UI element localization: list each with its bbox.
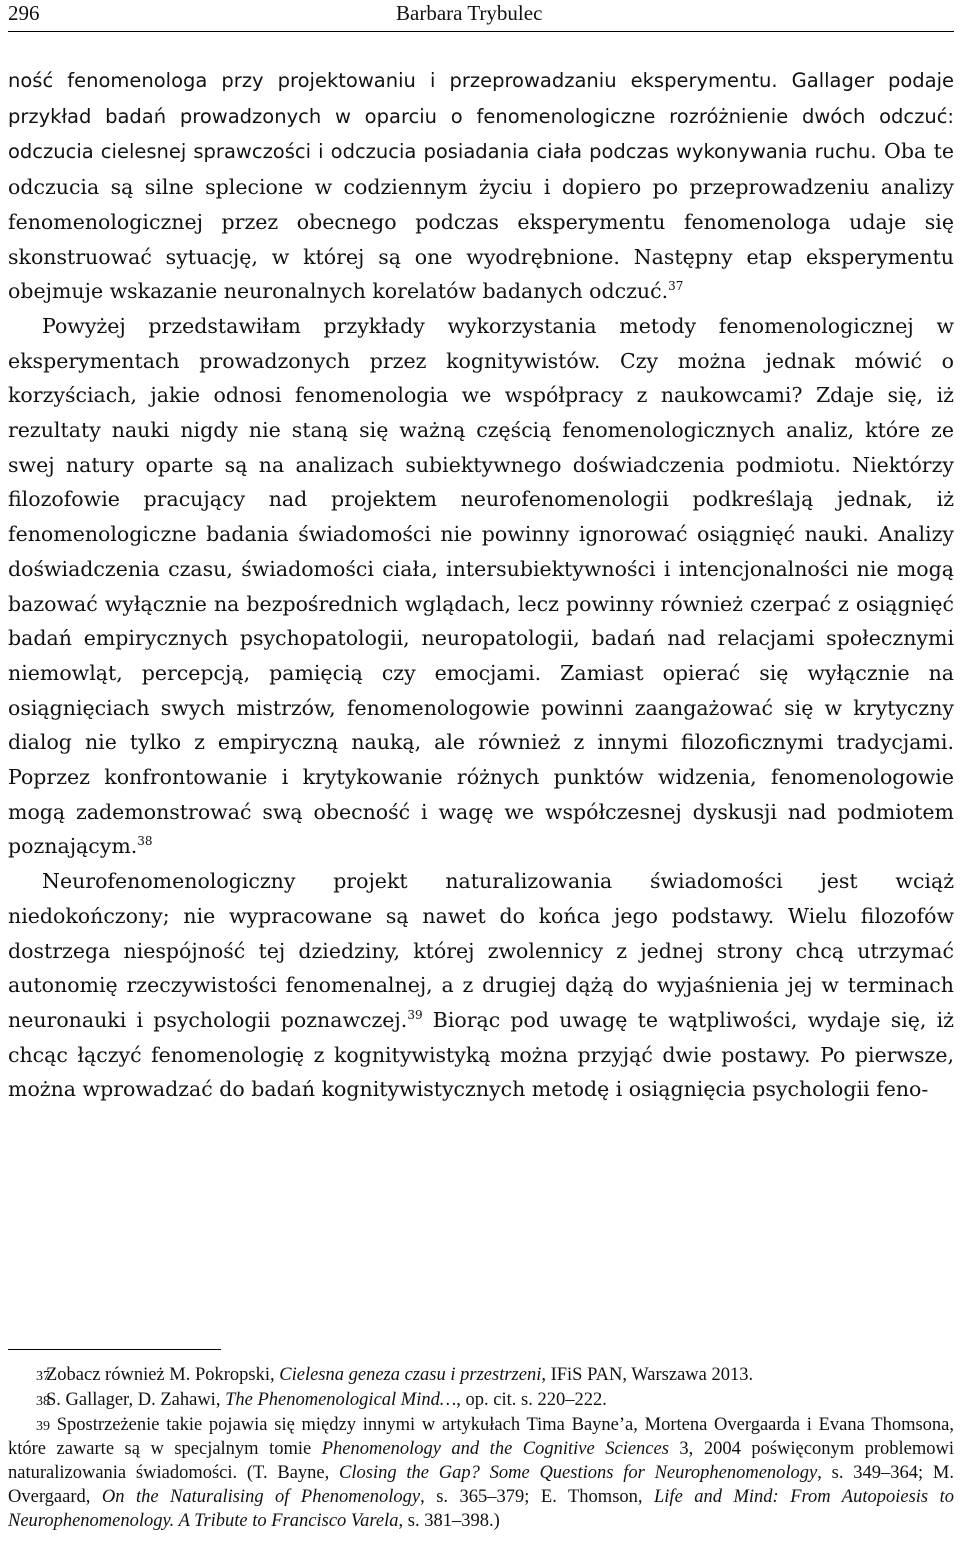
paragraph-3-text-a: Neurofenomenologiczny projekt naturalizowania świadomości jest wciąż niedokończony; nie wypracowane są nawet do końca jego podstawy. Wielu filozofów dostrzega niespójność tej dziedziny, której zwolennicy z jednej strony chcą utrzymać autonomię rzeczywistości fenomenalnej, a z drugiej dążą do wyjaśnienia jej w terminach neuronauki i psychologii poznawczej. xyxy=(8,869,954,1032)
footnote-number: 38 xyxy=(36,1393,50,1409)
paragraph-1 xyxy=(8,63,954,309)
page-number: 296 xyxy=(8,1,40,25)
paragraph-1-serif-run: Oba te odczucia są silne splecione w codziennym życiu i dopiero po przeprowadzeniu analizy fenomenologicznej przez obecnego podczas eksperymentu fenomenologa udaje się skonstruować sytuację, w której są one wyodrębnione. Następny etap eksperymentu obejmuje wskazanie neuronalnych korelatów badanych odczuć. xyxy=(8,139,954,304)
footnote-title: Phenomenology and the Cognitive Sciences xyxy=(321,1439,669,1460)
footnote-separator xyxy=(8,1349,221,1350)
header-rule xyxy=(8,31,954,32)
footnote-text: S. Gallager, D. Zahawi, xyxy=(46,1389,226,1410)
footnotes xyxy=(8,1364,954,1534)
footnote-38 xyxy=(8,1389,954,1414)
footnote-text: Zobacz również M. Pokropski, xyxy=(46,1365,280,1385)
footnote-text: , s. 381–398.) xyxy=(398,1510,500,1531)
running-head-author: Barbara Trybulec xyxy=(396,1,543,25)
page-header xyxy=(8,0,954,30)
main-text xyxy=(8,63,954,1107)
footnote-text: Spostrzeżenie takie pojawia się między innymi w artykułach Tima Bayne’a, Mortena Overgaarda i Evana Thomsona, które zawarte są w specjalnym tomie xyxy=(8,1414,954,1460)
footnote-title: Life and Mind: From Autopoiesis to Neurophenomenology. A Tribute to Francisco Varela xyxy=(8,1486,954,1531)
footnote-ref-39[interactable]: 39 xyxy=(407,1008,423,1023)
footnote-text: , s. 349–364; M. Overgaard, xyxy=(8,1463,954,1507)
paragraph-2-text-a: Powyżej przedstawiłam przykłady wykorzystania metody fenomenologicznej w eksperymentach prowadzonych przez kognitywistów. Czy można jednak mówić o korzyściach, jakie odnosi fenomenologia we współpracy z naukowcami? xyxy=(8,313,954,408)
paragraph-2-text-b: Zdaje się, iż rezultaty nauki nigdy nie staną się ważną częścią fenomenologicznych analiz, które ze swej natury oparte są na analizach subiektywnego doświadczenia podmiotu. Niektórzy filozofowie pracujący nad projektem neurofenomenologii podkreślają jednak, iż fenomenologiczne badania świadomości nie powinny ignorować osiągnięć nauki. Analizy doświadczenia czasu, świadomości ciała, intersubiektywności i intencjonalności nie mogą bazować wyłącznie na bezpośrednich wglądach, lecz powinny również czerpać z osiągnięć badań empirycznych psychopatologii, neuropatologii, badań nad relacjami społecznymi niemowląt, percepcją, pamięcią czy emocjami. Zamiast opierać się wyłącznie na osiągnięciach swych mistrzów, fenomenologowie powinni zaangażować się w krytyczny dialog nie tylko z empiryczną nauką, ale również z innymi filozoficznymi tradycjami. Poprzez konfrontowanie i krytykowanie różnych punktów widzenia, fenomenologowie mogą zademonstrować swą obecność i wagę we współczesnej dyskusji nad podmiotem poznającym. xyxy=(8,383,954,859)
footnote-text: , op. cit. s. 220–222. xyxy=(456,1389,607,1410)
footnote-37 xyxy=(8,1364,954,1389)
footnote-text: 3, 2004 poświęconym problemowi naturalizowania świadomości. (T. Bayne, xyxy=(8,1439,954,1484)
paragraph-3 xyxy=(8,864,954,1107)
paragraph-2 xyxy=(8,309,954,864)
footnote-title: Cielesna geneza czasu i przestrzeni xyxy=(279,1365,542,1385)
footnote-text: , IFiS PAN, Warszawa 2013. xyxy=(541,1365,754,1385)
footnote-number: 37 xyxy=(36,1369,50,1384)
footnote-text: , s. 365–379; E. Thomson, xyxy=(420,1486,654,1507)
paragraph-3-text-b: Biorąc pod uwagę te wątpliwości, wydaje się, iż chcąc łączyć fenomenologię z kognitywistyką można przyjąć dwie postawy. Po pierwsze, można wprowadzać do badań kognitywistycznych metodę i osiągnięcia psychologii feno- xyxy=(8,1007,954,1102)
footnote-ref-38[interactable]: 38 xyxy=(137,834,153,849)
footnote-title: The Phenomenological Mind… xyxy=(225,1389,457,1410)
footnote-ref-37[interactable]: 37 xyxy=(668,279,684,294)
footnote-title: On the Naturalising of Phenomenology xyxy=(101,1486,421,1507)
footnote-39 xyxy=(8,1414,954,1534)
footnote-number: 39 xyxy=(36,1418,50,1434)
footnote-title: Closing the Gap? Some Questions for Neurophenomenology xyxy=(339,1463,818,1484)
book-page xyxy=(8,0,954,1531)
paragraph-1-sans-run: ność fenomenologa przy projektowaniu i przeprowadzaniu eksperymentu. Gallager podaje przykład badań prowadzonych w oparciu o fenomenologiczne rozróżnienie dwóch odczuć: odczucia cielesnej sprawczości i odczucia posiadania ciała podczas wykonywania ruchu. xyxy=(8,69,954,164)
